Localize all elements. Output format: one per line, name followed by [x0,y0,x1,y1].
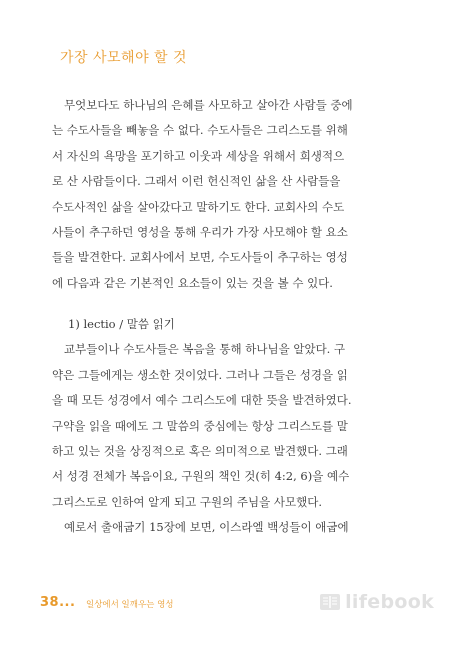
paragraph-line: 서 성경 전체가 복음이요, 구원의 책인 것(히 4:2, 6)을 예수 [52,469,350,484]
paragraph-line: 에 다음과 같은 기본적인 요소들이 있는 것을 볼 수 있다. [52,275,333,290]
book-icon [319,591,341,613]
paragraph-line: 약은 그들에게는 생소한 것이었다. 그러나 그들은 성경을 읽 [52,367,348,382]
paragraph-line: 들을 발견한다. 교회사에서 보면, 수도사들이 추구하는 영성 [52,250,348,265]
lectio-section [52,312,402,541]
running-title: 일상에서 일깨우는 영성 [86,600,174,610]
paragraph-line: 그리스도로 인하여 알게 되고 구원의 주님을 사모했다. [52,494,322,509]
paragraph-line: 예로서 출애굽기 15장에 보면, 이스라엘 백성들이 애굽에 [64,520,349,535]
watermark-text: lifebook [345,591,434,613]
paragraph-line: 는 수도사들을 빼놓을 수 없다. 수도사들은 그리스도를 위해 [52,123,348,138]
page-number: 38... [40,595,76,610]
paragraph-line: 수도사적인 삶을 살아갔다고 말하기도 한다. 교회사의 수도 [52,199,345,214]
paragraph-line: 로 산 사람들이다. 그래서 이런 헌신적인 삶을 산 사람들을 [52,174,341,189]
subsection-heading: 1) lectio / 말씀 읽기 [68,317,175,331]
watermark [319,588,434,616]
paragraph-line: 교부들이나 수도사들은 복음을 통해 하나님을 알았다. 구 [64,342,346,357]
paragraph-line: 무엇보다도 하나님의 은혜를 사모하고 살아간 사람들 중에 [64,98,353,112]
paragraph-line: 구약을 읽을 때에도 그 말씀의 중심에는 항상 그리스도를 말 [52,418,348,433]
paragraph-line: 을 때 모든 성경에서 예수 그리스도에 대한 뜻을 발견하였다. [52,393,352,408]
intro-paragraph [52,93,402,296]
paragraph-line: 하고 있는 것을 상징적으로 혹은 의미적으로 발견했다. 그래 [52,443,348,458]
section-heading: 가장 사모해야 할 것 [60,50,188,66]
paragraph-line: 사들이 추구하던 영성을 통해 우리가 가장 사모해야 할 요소 [52,224,348,239]
paragraph-line: 서 자신의 욕망을 포기하고 이웃과 세상을 위해서 희생적으 [52,148,345,163]
